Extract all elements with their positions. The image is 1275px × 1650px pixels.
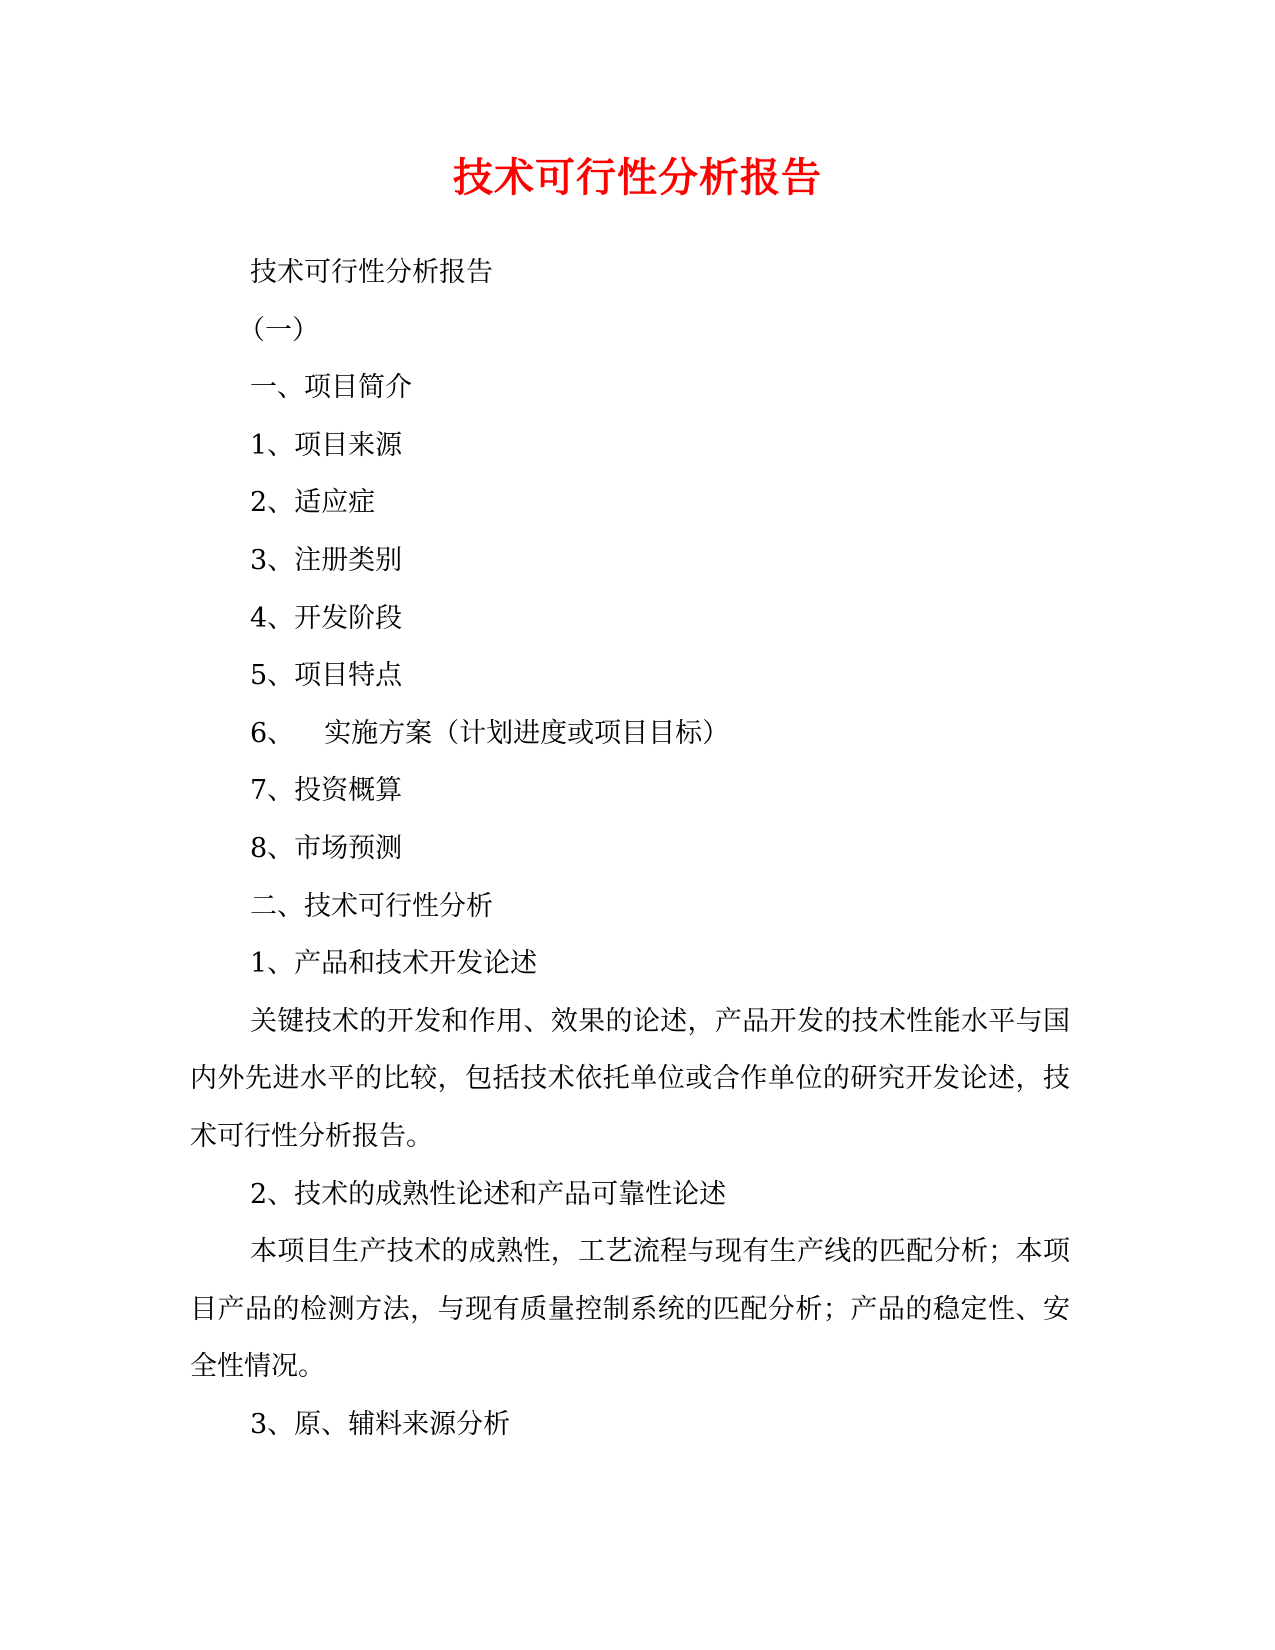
list-item-6 bbox=[190, 705, 1070, 763]
subsection-1-heading: 1、产品和技术开发论述 bbox=[250, 948, 538, 980]
section-1-heading: 一、项目简介 bbox=[250, 372, 412, 404]
list-item: 7、投资概算 bbox=[250, 775, 403, 807]
part-label: （一） bbox=[238, 314, 319, 346]
section-2-heading: 二、技术可行性分析 bbox=[250, 890, 493, 922]
paragraph-1: 关键技术的开发和作用、效果的论述，产品开发的技术性能水平与国内外先进水平的比较，包括技术依托单位或合作单位的研究开发论述，技术可行性分析报告。 bbox=[190, 1005, 1070, 1152]
list-item: 3、注册类别 bbox=[250, 544, 403, 576]
paragraph-2: 本项目生产技术的成熟性，工艺流程与现有生产线的匹配分析；本项目产品的检测方法，与现有质量控制系统的匹配分析；产品的稳定性、安全性情况。 bbox=[190, 1236, 1070, 1383]
list-item: 2、适应症 bbox=[250, 487, 376, 519]
list-item: 1、项目来源 bbox=[250, 429, 403, 461]
list-item: 4、开发阶段 bbox=[250, 602, 403, 634]
subsection-3-heading: 3、原、辅料来源分析 bbox=[250, 1408, 511, 1440]
list-item-text: 实施方案（计划进度或项目目标） bbox=[324, 717, 730, 749]
document-title: 技术可行性分析报告 bbox=[453, 154, 822, 201]
report-heading: 技术可行性分析报告 bbox=[250, 257, 493, 288]
list-item: 8、市场预测 bbox=[250, 832, 403, 864]
list-item: 5、项目特点 bbox=[250, 660, 403, 692]
subsection-2-heading: 2、技术的成熟性论述和产品可靠性论述 bbox=[250, 1178, 727, 1210]
list-item-number: 6、 bbox=[250, 717, 295, 749]
document-body bbox=[190, 244, 1070, 1453]
